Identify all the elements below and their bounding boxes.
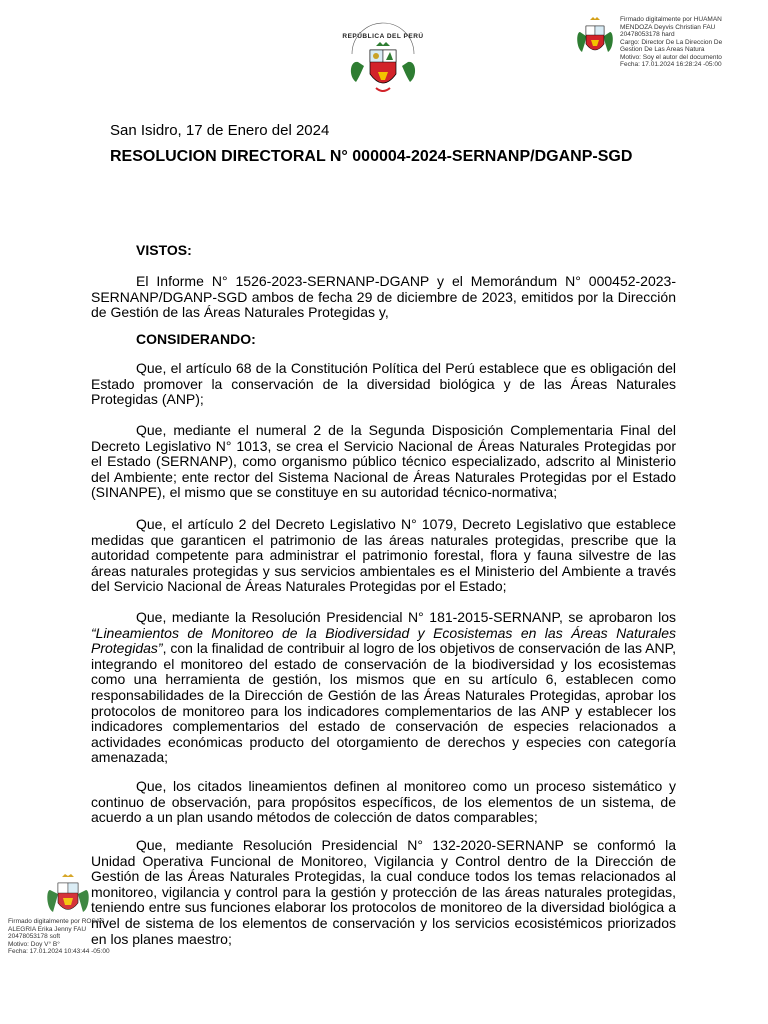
paragraph-6-text: Que, mediante Resolución Presidencial N° 132-2020-SERNANP se conformó la Unidad Operativa Funcional de Monitoreo, Vigilancia y Control dentro de la Dirección de Gestión de las Áreas Naturales Protegidas, la cual conduce todos los temas relacionados al monitoreo, vigilancia y control para la gestión y protección de las áreas naturales protegidas, teniendo entre sus funciones elaborar los protocolos de monitoreo de la diversidad biológica a nivel de sistema de los elementos de conservación y los servicios ecosistémicos priorizados en los planes maestro;: [91, 837, 676, 947]
paragraph-3: [91, 517, 676, 595]
place-date: San Isidro, 17 de Enero del 2024: [110, 122, 330, 139]
considerando-heading: CONSIDERANDO:: [136, 331, 256, 347]
digital-signature-seal-icon: [574, 14, 616, 58]
digital-signature-seal-bottom-icon: [44, 870, 92, 918]
guidelines-title-italic: “Lineamientos de Monitoreo de la Biodiversidad y Ecosistemas en las Áreas Naturales Protegidas”: [91, 624, 676, 657]
paragraph-4-part-a: Que, mediante la Resolución Presidencial N° 181-2015-SERNANP, se aprobaron los: [136, 609, 676, 625]
svg-text:REPÚBLICA DEL PERÚ: REPÚBLICA DEL PERÚ: [342, 33, 424, 40]
paragraph-4-text: [91, 610, 676, 766]
vistos-heading: VISTOS:: [136, 242, 192, 258]
vistos-paragraph: [91, 274, 676, 321]
paragraph-5: [91, 779, 676, 826]
paragraph-6: [91, 838, 676, 947]
coat-of-arms-header: [340, 22, 426, 102]
paragraph-4-part-b: , con la finalidad de contribuir al logro de los objetivos de conservación de las ANP, integrando el monitoreo del estado de conservación de la biodiversidad y los ecosistemas como una herramienta de gestión, los mismos que en su artículo 6, establecen como responsabilidades de la Dirección de Gestión de las Áreas Naturales Protegidas, aprobar los protocolos de monitoreo para los indicadores complementarios de las ANP y establecer los indicadores complementarios del estado de conservación de especies relacionados a actividades económicas producto del otorgamiento de derechos y especies con categoría amenazada;: [91, 640, 676, 766]
digital-signature-text-bottom: Firmado digitalmente por ROSAS ALEGRIA Erika Jenny FAU 20478053178 soft Motivo: Doy V° B° Fecha: 17.01.2024 10:43:44 -05:00: [8, 918, 110, 955]
paragraph-2: [91, 423, 676, 501]
resolution-title: RESOLUCION DIRECTORAL N° 000004-2024-SERNANP/DGANP-SGD: [110, 148, 633, 165]
paragraph-2-text: Que, mediante el numeral 2 de la Segunda Disposición Complementaria Final del Decreto Legislativo N° 1013, se crea el Servicio Nacional de Áreas Naturales Protegidas por el Estado (SERNANP), como organismo público técnico especializado, adscrito al Ministerio del Ambiente; ente rector del Sistema Nacional de Áreas Naturales Protegidas por el Estado (SINANPE), el mismo que se constituye en su autoridad técnico-normativa;: [91, 422, 676, 501]
vistos-text: El Informe N° 1526-2023-SERNANP-DGANP y el Memorándum N° 000452-2023-SERNANP/DGANP-SGD ambos de fecha 29 de diciembre de 2023, emitidos por la Dirección de Gestión de las Áreas Naturales Protegidas y,: [91, 273, 676, 321]
paragraph-4: [91, 610, 676, 766]
paragraph-1-text: Que, el artículo 68 de la Constitución Política del Perú establece que es obligación del Estado promover la conservación de la diversidad biológica y de las Áreas Naturales Protegidas (ANP);: [91, 360, 676, 408]
paragraph-3-text: Que, el artículo 2 del Decreto Legislativo N° 1079, Decreto Legislativo que establece medidas que garanticen el patrimonio de las áreas naturales protegidas, prescribe que la autoridad competente para administrar el patrimonio forestal, flora y fauna silvestre de las áreas naturales protegidas y sus servicios ambientales es el Ministerio del Ambiente a través del Servicio Nacional de Áreas Naturales Protegidas por el Estado;: [91, 516, 676, 595]
paragraph-5-text: Que, los citados lineamientos definen al monitoreo como un proceso sistemático y continuo de observación, para propósitos específicos, de los elementos de un sistema, de acuerdo a un plan usando métodos de colección de datos comparables;: [91, 778, 676, 826]
digital-signature-text-top: Firmado digitalmente por HUAMAN MENDOZA Deyvis Christian FAU 20478053178 hard Cargo: Director De La Direccion De Gestion De Las Areas Natura Motivo: Soy el autor del documento Fecha: 17.01.2024 16:28:24 -05:00: [620, 16, 723, 68]
paragraph-1: [91, 361, 676, 408]
